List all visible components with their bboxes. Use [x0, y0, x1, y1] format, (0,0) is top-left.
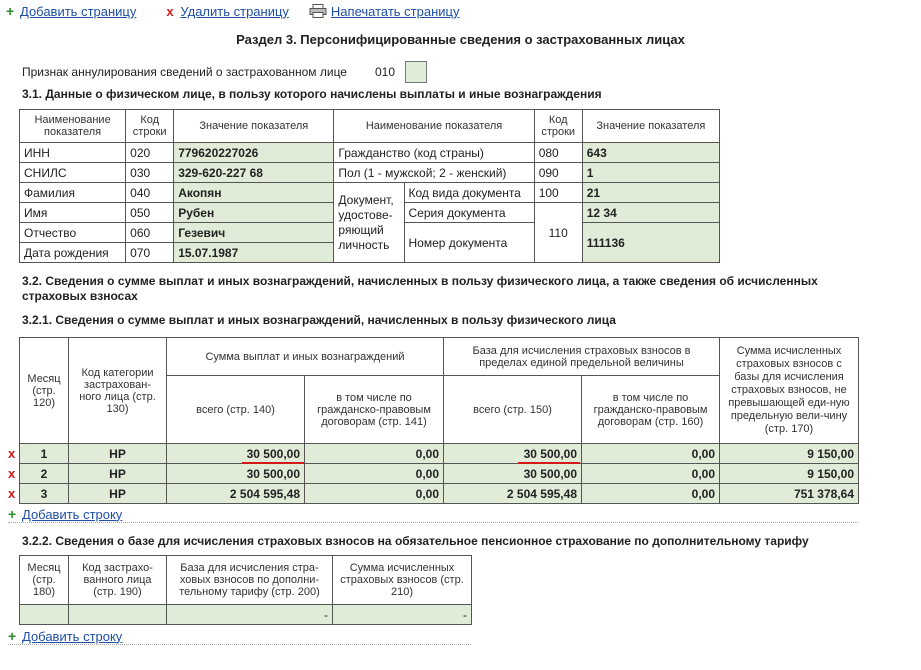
code-patronymic: 060	[126, 223, 174, 243]
th-contributions: Сумма исчисленных страховых взносов с базы для исчисления страховых взносов, не превышающей еди-ную предельную вели-чину (стр. 170)	[720, 338, 859, 444]
pay-total-cell[interactable]: 30 500,00	[167, 444, 305, 464]
label-doc-type: Код вида документа	[404, 183, 534, 203]
snils-field[interactable]: 329-620-227 68	[174, 163, 334, 183]
payments-table	[19, 337, 859, 504]
add-row-payments[interactable]	[8, 506, 122, 522]
pay-total-cell[interactable]: 2 504 595,48	[167, 484, 305, 504]
add-row-link[interactable]: Добавить строку	[22, 628, 123, 644]
annulment-code: 010	[374, 65, 396, 79]
th-code-right: Код строки	[534, 110, 582, 143]
annulment-label: Признак аннулирования сведений о застрахованном лице	[22, 65, 347, 79]
print-page-link[interactable]: Напечатать страницу	[330, 3, 460, 19]
citizenship-field[interactable]: 643	[582, 143, 719, 163]
page-title: Раздел 3. Персонифицированные сведения о застрахованных лицах	[236, 32, 685, 47]
label-doc-series: Серия документа	[404, 203, 534, 223]
category-cell[interactable]: НР	[69, 464, 167, 484]
base-total-cell[interactable]: 30 500,00	[444, 444, 582, 464]
th-base-civil: в том числе по гражданско-правовым договорам (стр. 160)	[582, 376, 720, 444]
delete-icon: x	[166, 3, 174, 19]
pay-civil-cell[interactable]: 0,00	[305, 444, 444, 464]
code-gender: 090	[534, 163, 582, 183]
th-pay-civil: в том числе по гражданско-правовым договорам (стр. 141)	[305, 376, 444, 444]
sum-cell[interactable]: -	[333, 605, 472, 625]
month-cell[interactable]: 1	[20, 444, 69, 464]
code-cell[interactable]	[69, 605, 167, 625]
birthdate-field[interactable]: 15.07.1987	[174, 243, 334, 263]
th-month-180: Месяц (стр. 180)	[20, 556, 69, 605]
month-cell[interactable]	[20, 605, 69, 625]
printer-icon	[309, 4, 327, 18]
code-snils: 030	[126, 163, 174, 183]
contrib-cell[interactable]: 9 150,00	[720, 464, 859, 484]
base-total-cell[interactable]: 30 500,00	[444, 464, 582, 484]
th-code-left: Код строки	[126, 110, 174, 143]
pay-total-cell[interactable]: 30 500,00	[167, 464, 305, 484]
section-3-1-heading: 3.1. Данные о физическом лице, в пользу которого начислены выплаты и иные вознаграждения	[22, 87, 602, 101]
th-value-right: Значение показателя	[582, 110, 719, 143]
base-civil-cell[interactable]: 0,00	[582, 464, 720, 484]
label-doc-number: Номер документа	[404, 223, 534, 263]
table-row	[20, 444, 859, 464]
highlight-underline	[518, 462, 580, 464]
print-page-action[interactable]	[309, 4, 460, 19]
code-surname: 040	[126, 183, 174, 203]
table-row	[20, 464, 859, 484]
section-3-2-heading-line1: 3.2. Сведения о сумме выплат и иных вознаграждений, начисленных в пользу физического лица, а также сведения об исчисленных	[22, 274, 818, 288]
code-name: 050	[126, 203, 174, 223]
patronymic-field[interactable]: Гезевич	[174, 223, 334, 243]
divider	[8, 522, 858, 523]
th-value-left: Значение показателя	[174, 110, 334, 143]
table-row	[20, 484, 859, 504]
th-payments: Сумма выплат и иных вознаграждений	[167, 338, 444, 376]
label-citizenship: Гражданство (код страны)	[334, 143, 534, 163]
doc-type-field[interactable]: 21	[582, 183, 719, 203]
code-citizenship: 080	[534, 143, 582, 163]
pay-civil-cell[interactable]: 0,00	[305, 484, 444, 504]
delete-page-link[interactable]: Удалить страницу	[180, 3, 289, 19]
pay-civil-cell[interactable]: 0,00	[305, 464, 444, 484]
highlight-underline	[242, 462, 304, 464]
th-month: Месяц (стр. 120)	[20, 338, 69, 444]
base-civil-cell[interactable]: 0,00	[582, 444, 720, 464]
label-name: Имя	[20, 203, 126, 223]
add-page-link[interactable]: Добавить страницу	[20, 3, 137, 19]
add-row-link[interactable]: Добавить строку	[22, 506, 123, 522]
th-name-left: Наименование показателя	[20, 110, 126, 143]
plus-icon: +	[8, 628, 17, 644]
th-sum-210: Сумма исчисленных страховых взносов (стр. 210)	[333, 556, 472, 605]
code-inn: 020	[126, 143, 174, 163]
page-toolbar	[6, 3, 480, 19]
code-doc-type: 100	[534, 183, 582, 203]
annulment-checkbox[interactable]	[405, 61, 427, 83]
base-civil-cell[interactable]: 0,00	[582, 484, 720, 504]
inn-field[interactable]: 779620227026	[174, 143, 334, 163]
category-cell[interactable]: НР	[69, 484, 167, 504]
month-cell[interactable]: 3	[20, 484, 69, 504]
gender-field[interactable]: 1	[582, 163, 719, 183]
th-name-right: Наименование показателя	[334, 110, 534, 143]
annulment-row	[22, 61, 427, 83]
base-total-cell[interactable]: 2 504 595,48	[444, 484, 582, 504]
category-cell[interactable]: НР	[69, 444, 167, 464]
section-3-2-1-heading: 3.2.1. Сведения о сумме выплат и иных вознаграждений, начисленных в пользу физического лица	[22, 313, 616, 327]
name-field[interactable]: Рубен	[174, 203, 334, 223]
th-category: Код категории застрахован-ного лица (стр. 130)	[69, 338, 167, 444]
th-pay-total: всего (стр. 140)	[167, 376, 305, 444]
delete-row-icon[interactable]: x	[8, 446, 16, 461]
delete-row-icon[interactable]: x	[8, 486, 16, 501]
add-row-additional[interactable]	[8, 628, 122, 644]
delete-page-action[interactable]	[166, 4, 289, 19]
plus-icon: +	[8, 506, 17, 522]
surname-field[interactable]: Акопян	[174, 183, 334, 203]
label-gender: Пол (1 - мужской; 2 - женский)	[334, 163, 534, 183]
base-cell[interactable]: -	[167, 605, 333, 625]
th-base-total: всего (стр. 150)	[444, 376, 582, 444]
add-page-action[interactable]	[6, 3, 136, 19]
label-surname: Фамилия	[20, 183, 126, 203]
label-inn: ИНН	[20, 143, 126, 163]
code-doc-series-number: 110	[534, 203, 582, 263]
label-patronymic: Отчество	[20, 223, 126, 243]
divider	[8, 644, 471, 645]
th-base-200: База для исчисления стра-ховых взносов по дополни-тельному тарифу (стр. 200)	[167, 556, 333, 605]
personal-data-table	[19, 109, 720, 263]
label-snils: СНИЛС	[20, 163, 126, 183]
label-identity-document: Документ, удостове-ряющий личность	[334, 183, 404, 263]
table-row	[20, 605, 472, 625]
section-3-2-2-heading: 3.2.2. Сведения о базе для исчисления страховых взносов на обязательное пенсионное страхование по дополнительному тарифу	[22, 534, 809, 548]
doc-number-field[interactable]: 111136	[582, 223, 719, 263]
doc-series-field[interactable]: 12 34	[582, 203, 719, 223]
contrib-cell[interactable]: 9 150,00	[720, 444, 859, 464]
section-3-2-heading-line2: страховых взносах	[22, 289, 138, 303]
label-birthdate: Дата рождения	[20, 243, 126, 263]
additional-tariff-table	[19, 555, 472, 625]
delete-row-icon[interactable]: x	[8, 466, 16, 481]
plus-icon: +	[6, 3, 15, 19]
th-base: База для исчисления страховых взносов в пределах единой предельной величины	[444, 338, 720, 376]
month-cell[interactable]: 2	[20, 464, 69, 484]
section-3-2-heading	[22, 274, 822, 304]
contrib-cell[interactable]: 751 378,64	[720, 484, 859, 504]
th-code-190: Код застрахо-ванного лица (стр. 190)	[69, 556, 167, 605]
code-birthdate: 070	[126, 243, 174, 263]
